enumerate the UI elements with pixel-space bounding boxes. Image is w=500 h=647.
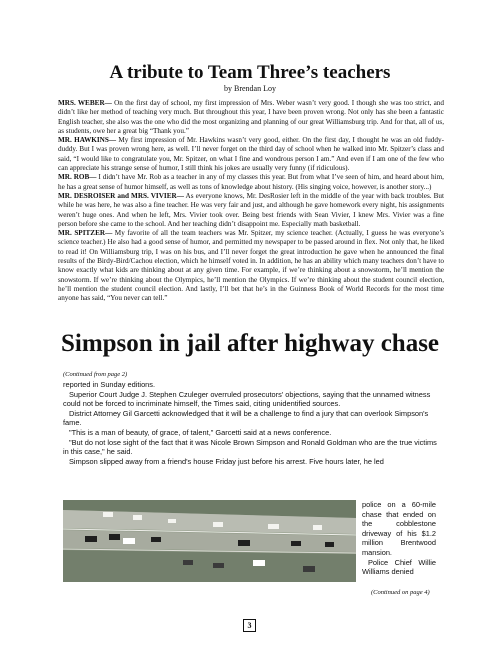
paragraph-text: On the first day of school, my first impression of Mrs. Weber wasn’t very good. I though she was too strict, and didn’t like her method of teaching very much. But throughout this year, I have been proven wrong. Not only has she been a fantastic English teacher, she also was the one who did the most organizing and planning of our great Williamsburg trip. And for that, all of us, as students, owe her a great big “Thank you.” (58, 99, 444, 135)
side-paragraph: police on a 60-mile chase that ended on the cobblestone driveway of his $1.2 million Brentwood mansion. (362, 500, 436, 557)
teacher-name: MR. ROB— (58, 173, 97, 182)
article-paragraph: District Attorney Gil Garcetti acknowledged that it will be a challenge to find a jury that can overlook Simpson's fame. (63, 408, 429, 428)
article-paragraph: Superior Court Judge J. Stephen Czuleger overruled prosecutors' objections, saying that the unnamed witness could not be forced to incriminate himself, the Times said, citing unidentified sources. (63, 389, 431, 409)
side-column (362, 500, 436, 577)
paragraph-text: I didn’t have Mr. Rob as a teacher in any of my classes this year. But from what I’ve seen of him, and heard about him, he has a great sense of humor himself, as well as tons of knowledge about history. (His singing voice, however, is another story...) (58, 173, 444, 191)
paragraph-text: As everyone knows, Mr. DesRosier left in the middle of the year with back troubles. But while he was here, he was also a fine teacher. He was very fair and just, and although he gave homework every night, his assignments weren’t huge ones. And when he left, Mrs. Vivier took over. Being best friends with Sean Vivier, I knew Mrs. Vivier was a fine person before she came to the school. And her teaching didn’t disappoint me. Especially math basketball. (58, 191, 444, 228)
teacher-name: MR. HAWKINS— (58, 136, 117, 145)
article-paragraph: reported in Sunday editions. (63, 380, 156, 389)
continued-from-note: (Continued from page 2) (63, 371, 128, 378)
tribute-paragraph (58, 136, 444, 173)
tribute-paragraph (58, 99, 444, 136)
teacher-name: MRS. WEBER— (58, 99, 112, 107)
article-paragraph: Simpson slipped away from a friend's house Friday just before his arrest. Five hours later, he led (69, 456, 384, 466)
article-paragraph: "But do not lose sight of the fact that it was Nicole Brown Simpson and Ronald Goldman who are the true victims in this case," he said. (63, 437, 437, 457)
tribute-headline: A tribute to Team Three’s teachers (109, 62, 391, 83)
continued-on-note: (Continued on page 4) (371, 589, 430, 596)
teacher-name: MR. SPITZER— (58, 229, 113, 238)
tribute-paragraph (58, 192, 444, 229)
tribute-paragraph (58, 229, 444, 303)
tribute-paragraph (58, 173, 444, 192)
simpson-headline: Simpson in jail after highway chase (60, 330, 440, 357)
side-paragraph: Police Chief Willie Williams denied (362, 557, 436, 577)
article-paragraph: "This is a man of beauty, of grace, of talent," Garcetti said at a news conference. (69, 427, 332, 437)
teacher-name: MR. DESROISER and MRS. VIVIER— (58, 191, 184, 200)
simpson-article-body (63, 380, 443, 466)
tribute-article-body (58, 99, 444, 304)
highway-chase-photo (63, 500, 356, 582)
byline: by Brendan Loy (224, 84, 276, 93)
paragraph-text: My first impression of Mr. Hawkins wasn’t very good, either. On the first day, I thought he was an old fuddy-duddy. But I was proven wrong here, as well. I’ll never forget on the third day of school when he walked into Mr. Spitzer’s class and said, “I would like to congratulate you, Mr. Spitzer, on what I fine and wondrous person I am.” And even if I am one of the few who can appreciate his strange sense of humor, I still think his jokes are usually very funny (if ridiculous). (58, 136, 444, 173)
paragraph-text: My favorite of all the team teachers was Mr. Spitzer, my science teacher. (Actually, I guess he was everyone’s science teacher.) He also had a good sense of humor, and permitted my newspaper to be passed around in flex. Not only that, he liked to read it! On Williamsburg trip, I was on his bus, and I’ll never forget the great introduction he gave when he announced the final results of the Birdy-Bird/Cachou election, which he himself voted in. In addition, he has an ability which many teachers don’t have to know exactly what kids are thinking about at any given time. For example, if we’re thinking about a snowstorm, he’ll mention the snowstorm. If we’re thinking about the Olympics, he’ll mention the Olympics. If we’re thinking about the student council election, he’ll mention the student council election. And lastly, I’ll bet that he’s in the Guinness Book of World Records for the most time anyone has said, “You never can tell.” (58, 229, 444, 303)
page-number: 3 (243, 619, 256, 632)
